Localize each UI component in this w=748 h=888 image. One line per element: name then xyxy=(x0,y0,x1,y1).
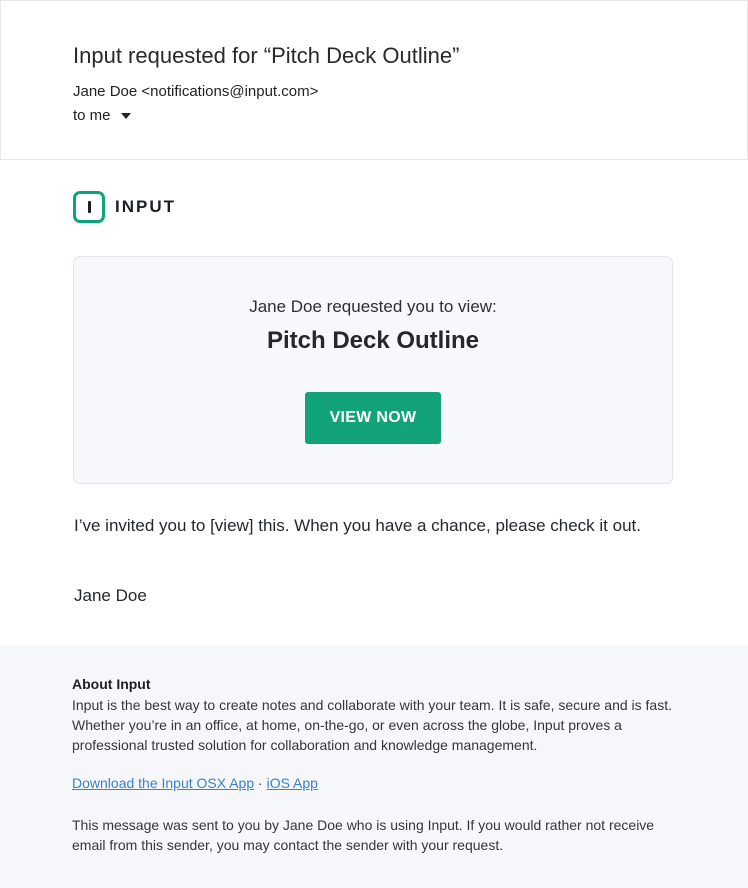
recipient-label: to me xyxy=(73,107,111,124)
view-now-button[interactable]: VIEW NOW xyxy=(305,392,441,444)
email-subject: Input requested for “Pitch Deck Outline” xyxy=(73,43,460,68)
input-logo-icon xyxy=(73,191,105,223)
ios-app-link[interactable]: iOS App xyxy=(266,775,318,791)
about-title: About Input xyxy=(72,676,151,692)
logo-text: INPUT xyxy=(115,197,176,216)
footer xyxy=(0,645,748,888)
email-sender: Jane Doe <notifications@input.com> xyxy=(73,83,319,100)
caret-down-icon[interactable] xyxy=(121,113,131,119)
signature: Jane Doe xyxy=(74,586,147,605)
sent-notice: This message was sent to you by Jane Doe who is using Input. If you would rather not receive email from this sender, you may contact the sender with your request. xyxy=(72,817,655,853)
email-header xyxy=(0,0,748,160)
document-title: Pitch Deck Outline xyxy=(266,327,480,354)
message-body: I’ve invited you to [view] this. When you have a chance, please check it out. xyxy=(74,516,641,535)
osx-app-link[interactable]: Download the Input OSX App xyxy=(72,775,255,791)
link-separator: · xyxy=(258,775,263,791)
app-links xyxy=(72,775,318,791)
request-card xyxy=(73,256,673,484)
about-text: Input is the best way to create notes and collaborate with your team. It is safe, secure and is fast. Whether you’re in an office, at home, on-the-go, or even across the globe, Input proves a professional trusted solution for collaboration and knowledge management. xyxy=(72,697,672,753)
request-line: Jane Doe requested you to view: xyxy=(249,297,497,316)
recipient-dropdown[interactable] xyxy=(73,107,131,124)
input-logo xyxy=(73,191,176,223)
